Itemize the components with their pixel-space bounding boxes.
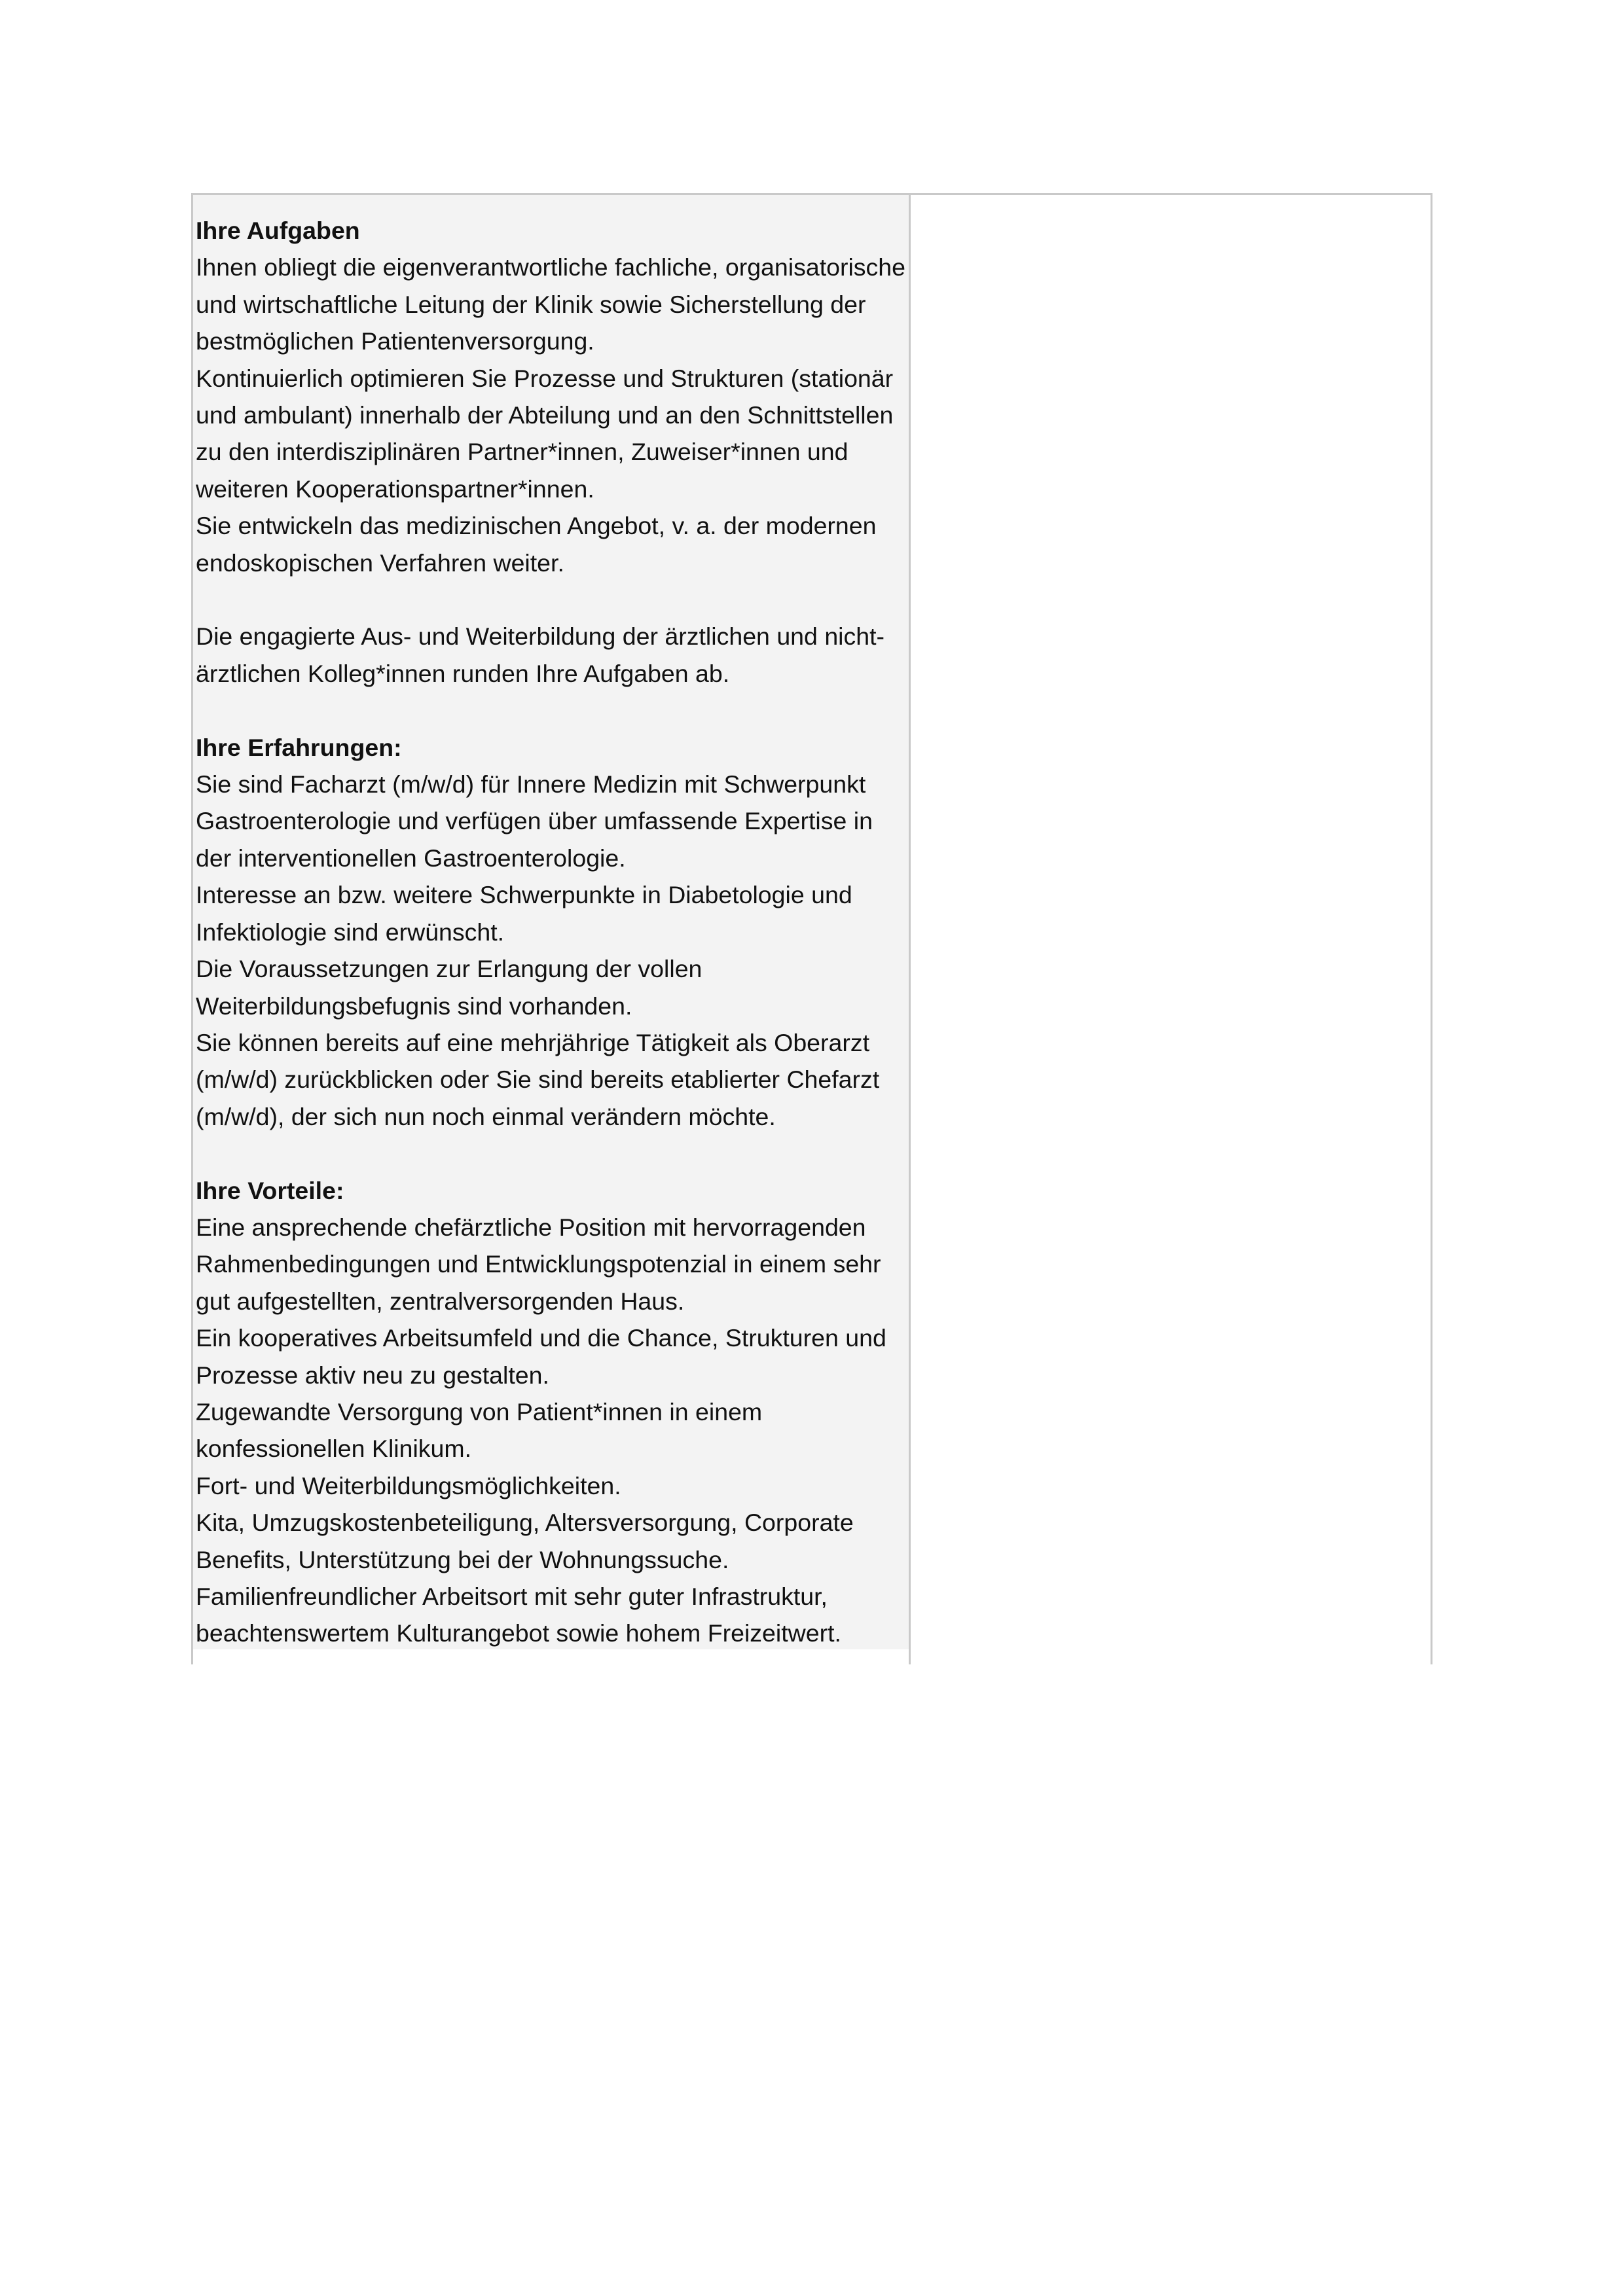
text-line: Benefits, Unterstützung bei der Wohnungssuche. bbox=[196, 1545, 729, 1573]
text-line: Sie entwickeln das medizinischen Angebot, v. a. der modernen bbox=[196, 512, 877, 540]
text-line: zu den interdisziplinären Partner*innen, Zuweiser*innen und bbox=[196, 438, 848, 466]
section-gap bbox=[196, 692, 909, 728]
text-line: Kontinuierlich optimieren Sie Prozesse und Strukturen (stationär bbox=[196, 364, 894, 392]
text-line: Interesse an bzw. weitere Schwerpunkte in Diabetologie und bbox=[196, 881, 852, 909]
section-gap bbox=[196, 1135, 909, 1172]
text-line: Die Voraussetzungen zur Erlangung der vollen bbox=[196, 955, 702, 983]
text-line: und wirtschaftliche Leitung der Klinik sowie Sicherstellung der bbox=[196, 290, 866, 318]
text-line: Sie können bereits auf eine mehrjährige Tätigkeit als Oberarzt bbox=[196, 1028, 870, 1056]
text-line: und ambulant) innerhalb der Abteilung und an den Schnittstellen bbox=[196, 401, 894, 429]
text-line: gut aufgestellten, zentralversorgenden Haus. bbox=[196, 1287, 685, 1315]
text-line: (m/w/d), der sich nun noch einmal verändern möchte. bbox=[196, 1102, 776, 1130]
text-line: Sie sind Facharzt (m/w/d) für Innere Medizin mit Schwerpunkt bbox=[196, 770, 866, 798]
text-line: bestmöglichen Patientenversorgung. bbox=[196, 327, 594, 355]
text-line: Eine ansprechende chefärztliche Position mit hervorragenden bbox=[196, 1213, 866, 1241]
right-column bbox=[911, 195, 1432, 1664]
section-gap bbox=[196, 581, 909, 618]
text-line: weiteren Kooperationspartner*innen. bbox=[196, 475, 594, 503]
text-line: konfessionellen Klinikum. bbox=[196, 1435, 472, 1463]
text-line: Infektiologie sind erwünscht. bbox=[196, 918, 505, 946]
text-line: Zugewandte Versorgung von Patient*innen in einem bbox=[196, 1397, 763, 1426]
text-line: Fort- und Weiterbildungsmöglichkeiten. bbox=[196, 1471, 621, 1499]
text-line: beachtenswertem Kulturangebot sowie hohem Freizeitwert. bbox=[196, 1619, 841, 1647]
section-heading: Ihre Erfahrungen: bbox=[196, 733, 402, 761]
job-description-text bbox=[196, 212, 909, 1652]
text-line: Gastroenterologie und verfügen über umfassende Expertise in bbox=[196, 807, 873, 835]
text-line: endoskopischen Verfahren weiter. bbox=[196, 548, 564, 577]
text-line: Ein kooperatives Arbeitsumfeld und die Chance, Strukturen und bbox=[196, 1324, 886, 1352]
left-column bbox=[191, 195, 911, 1664]
text-line: der interventionellen Gastroenterologie. bbox=[196, 844, 626, 872]
text-line: Die engagierte Aus- und Weiterbildung der ärztlichen und nicht- bbox=[196, 622, 885, 651]
content-table bbox=[191, 193, 1432, 1662]
text-line: Rahmenbedingungen und Entwicklungspotenzial in einem sehr bbox=[196, 1250, 881, 1278]
text-line: ärztlichen Kolleg*innen runden Ihre Aufgaben ab. bbox=[196, 659, 730, 687]
text-line: Kita, Umzugskostenbeteiligung, Altersversorgung, Corporate bbox=[196, 1509, 854, 1537]
section-heading: Ihre Vorteile: bbox=[196, 1176, 344, 1204]
text-line: Familienfreundlicher Arbeitsort mit sehr guter Infrastruktur, bbox=[196, 1582, 828, 1610]
section-heading: Ihre Aufgaben bbox=[196, 217, 360, 244]
text-line: Ihnen obliegt die eigenverantwortliche fachliche, organisatorische bbox=[196, 253, 906, 281]
text-line: Weiterbildungsbefugnis sind vorhanden. bbox=[196, 992, 632, 1020]
text-line: Prozesse aktiv neu zu gestalten. bbox=[196, 1361, 549, 1389]
text-line: (m/w/d) zurückblicken oder Sie sind bereits etablierter Chefarzt bbox=[196, 1066, 880, 1094]
